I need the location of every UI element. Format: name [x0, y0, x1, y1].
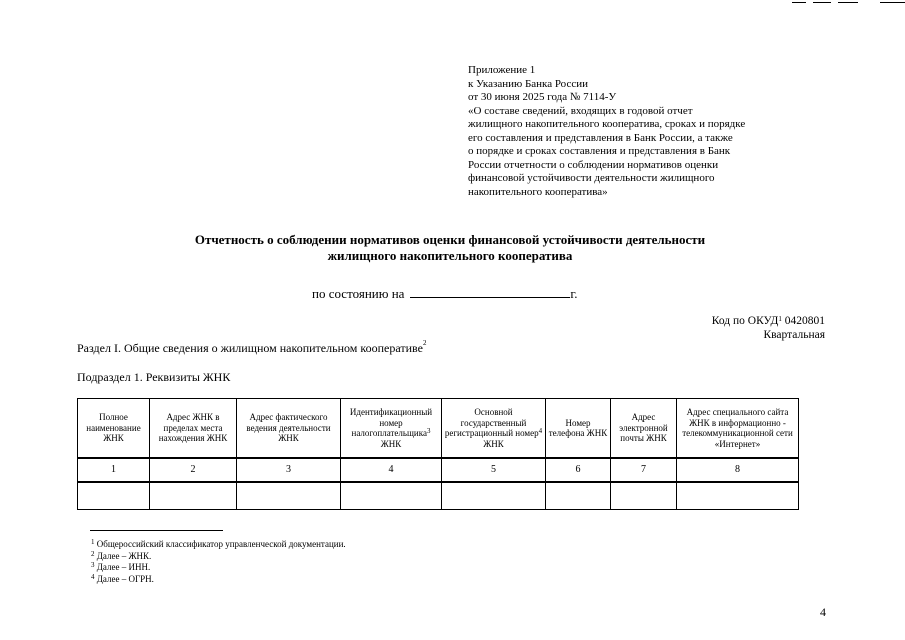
- empty-cell: [341, 482, 442, 510]
- header-4-tail: ЖНК: [380, 438, 402, 449]
- title-line-2: жилищного накопительного кооператива: [327, 248, 573, 263]
- okud-code: 0420801: [784, 315, 825, 327]
- footnote-sup: 1: [91, 538, 95, 546]
- appendix-line: о порядке и сроках составления и представления в Банк: [468, 145, 731, 157]
- appendix-line: жилищного накопительного кооператива, сроках и порядке: [468, 118, 746, 130]
- header-cell: [442, 399, 546, 459]
- footnote-text: Далее – ОГРН.: [96, 573, 154, 584]
- column-number-row: [78, 458, 799, 482]
- appendix-line: Приложение 1: [468, 64, 536, 76]
- as-of-suffix: г.: [570, 286, 578, 301]
- okud-label: Код по ОКУД: [711, 315, 779, 327]
- title-line-1: Отчетность о соблюдении нормативов оценки финансовой устойчивости деятельности: [194, 232, 706, 247]
- footnote-item: [91, 551, 346, 563]
- section-heading: [77, 341, 426, 356]
- header-5-tail: ЖНК: [483, 438, 504, 449]
- header-cell: Полное наименование ЖНК: [78, 399, 150, 459]
- header-4-sup: 3: [426, 427, 431, 435]
- okud-sup: 1: [778, 315, 782, 323]
- corner-mark-4: [880, 2, 905, 3]
- subsection-heading: Подраздел 1. Реквизиты ЖНК: [77, 370, 231, 384]
- footnote-sup: 2: [91, 549, 95, 558]
- document-title: [120, 232, 780, 264]
- empty-data-row: [78, 482, 799, 510]
- okud-block: [712, 314, 825, 342]
- corner-mark-2: [813, 2, 831, 3]
- appendix-line: «О составе сведений, входящих в годовой отчет: [468, 104, 693, 117]
- corner-mark-1: [792, 2, 806, 3]
- footnote-sup: 3: [91, 561, 95, 569]
- table-header-row: [78, 399, 799, 459]
- column-number: 5: [442, 458, 546, 482]
- appendix-line: накопительного кооператива»: [468, 185, 608, 198]
- section-sup: 2: [422, 339, 427, 347]
- header-cell: Адрес электронной почты ЖНК: [611, 399, 677, 459]
- periodicity: Квартальная: [763, 329, 825, 341]
- column-number: 4: [341, 458, 442, 482]
- footnote-text: Далее – ЖНК.: [96, 550, 152, 561]
- requisites-table: [77, 398, 799, 510]
- header-cell: Адрес специального сайта ЖНК в информационно - телекоммуникационной сети «Интернет»: [677, 399, 799, 459]
- header-5-text: Основной государственный регистрационный номер: [444, 407, 539, 438]
- empty-cell: [237, 482, 341, 510]
- column-number: 3: [237, 458, 341, 482]
- footnote-separator: [90, 530, 223, 531]
- corner-mark-3: [838, 2, 858, 3]
- footnote-text: Далее – ИНН.: [96, 562, 151, 572]
- column-number: 2: [150, 458, 237, 482]
- footnote-sup: 4: [91, 572, 95, 581]
- header-cell: [341, 399, 442, 459]
- date-blank-field: [410, 285, 570, 298]
- header-4-text: Идентификационный номер налогоплательщика: [349, 407, 433, 438]
- header-cell: Адрес ЖНК в пределах места нахождения ЖНК: [150, 399, 237, 459]
- footnote-text: Общероссийский классификатор управленческой документации.: [96, 539, 346, 549]
- column-number: 1: [78, 458, 150, 482]
- footnote-item: [91, 539, 346, 551]
- empty-cell: [150, 482, 237, 510]
- footnotes: [91, 539, 346, 585]
- header-cell: Адрес фактического ведения деятельности ЖНК: [237, 399, 341, 459]
- header-cell: Номер телефона ЖНК: [546, 399, 611, 459]
- appendix-line: к Указанию Банка России: [468, 77, 588, 90]
- empty-cell: [611, 482, 677, 510]
- footnote-item: [91, 562, 346, 574]
- empty-cell: [677, 482, 799, 510]
- empty-cell: [546, 482, 611, 510]
- column-number: 6: [546, 458, 611, 482]
- header-5-sup: 4: [538, 427, 543, 435]
- as-of-date: [312, 285, 578, 302]
- appendix-line: России отчетности о соблюдении нормативов оценки: [468, 158, 719, 171]
- as-of-label: по состоянию на: [312, 286, 405, 301]
- appendix-line: от 30 июня 2025 года № 7114-У: [468, 91, 617, 103]
- column-number: 8: [677, 458, 799, 482]
- footnote-item: [91, 574, 346, 586]
- column-number: 7: [611, 458, 677, 482]
- appendix-line: финансовой устойчивости деятельности жилищного: [468, 172, 715, 184]
- empty-cell: [78, 482, 150, 510]
- appendix-block: [468, 64, 798, 199]
- appendix-line: его составления и представления в Банк России, а также: [468, 131, 733, 144]
- empty-cell: [442, 482, 546, 510]
- section-text: Раздел I. Общие сведения о жилищном накопительном кооперативе: [77, 341, 423, 355]
- page-number: 4: [820, 605, 826, 619]
